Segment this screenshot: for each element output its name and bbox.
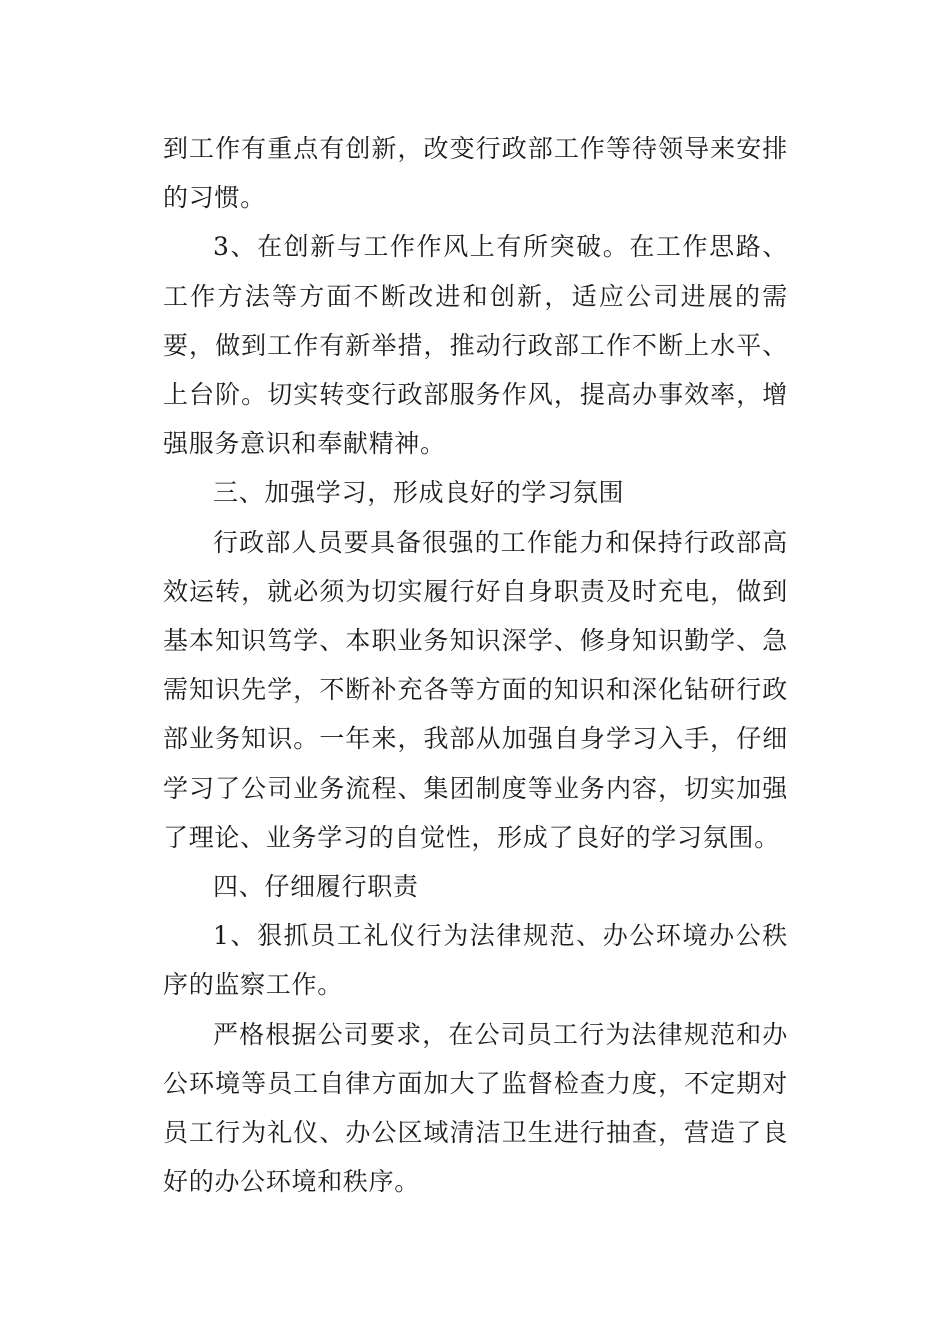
document-body (163, 124, 788, 1206)
section-heading-4: 四、仔细履行职责 (213, 872, 419, 902)
paragraph-continuation: 到工作有重点有创新，改变行政部工作等待领导来安排的习惯。 (163, 134, 788, 213)
paragraph-supervision: 严格根据公司要求，在公司员工行为法律规范和办公环境等员工自律方面加大了监督检查力度，不定期对员工行为礼仪、办公区域清洁卫生进行抽查，营造了良好的办公环境和秩序。 (163, 1019, 788, 1197)
paragraph-item-3: 3、在创新与工作作风上有所突破。在工作思路、工作方法等方面不断改进和创新，适应公司进展的需要，做到工作有新举措，推动行政部工作不断上水平、上台阶。切实转变行政部服务作风，提高办事效率，增强服务意识和奉献精神。 (163, 232, 788, 459)
section-heading-3: 三、加强学习，形成良好的学习氛围 (213, 478, 625, 508)
paragraph-item-1: 1、狠抓员工礼仪行为法律规范、办公环境办公秩序的监察工作。 (163, 921, 788, 1000)
paragraph-learning: 行政部人员要具备很强的工作能力和保持行政部高效运转，就必须为切实履行好自身职责及时充电，做到基本知识笃学、本职业务知识深学、修身知识勤学、急需知识先学，不断补充各等方面的知识和深化钻研行政部业务知识。一年来，我部从加强自身学习入手，仔细学习了公司业务流程、集团制度等业务内容，切实加强了理论、业务学习的自觉性，形成了良好的学习氛围。 (163, 527, 788, 852)
